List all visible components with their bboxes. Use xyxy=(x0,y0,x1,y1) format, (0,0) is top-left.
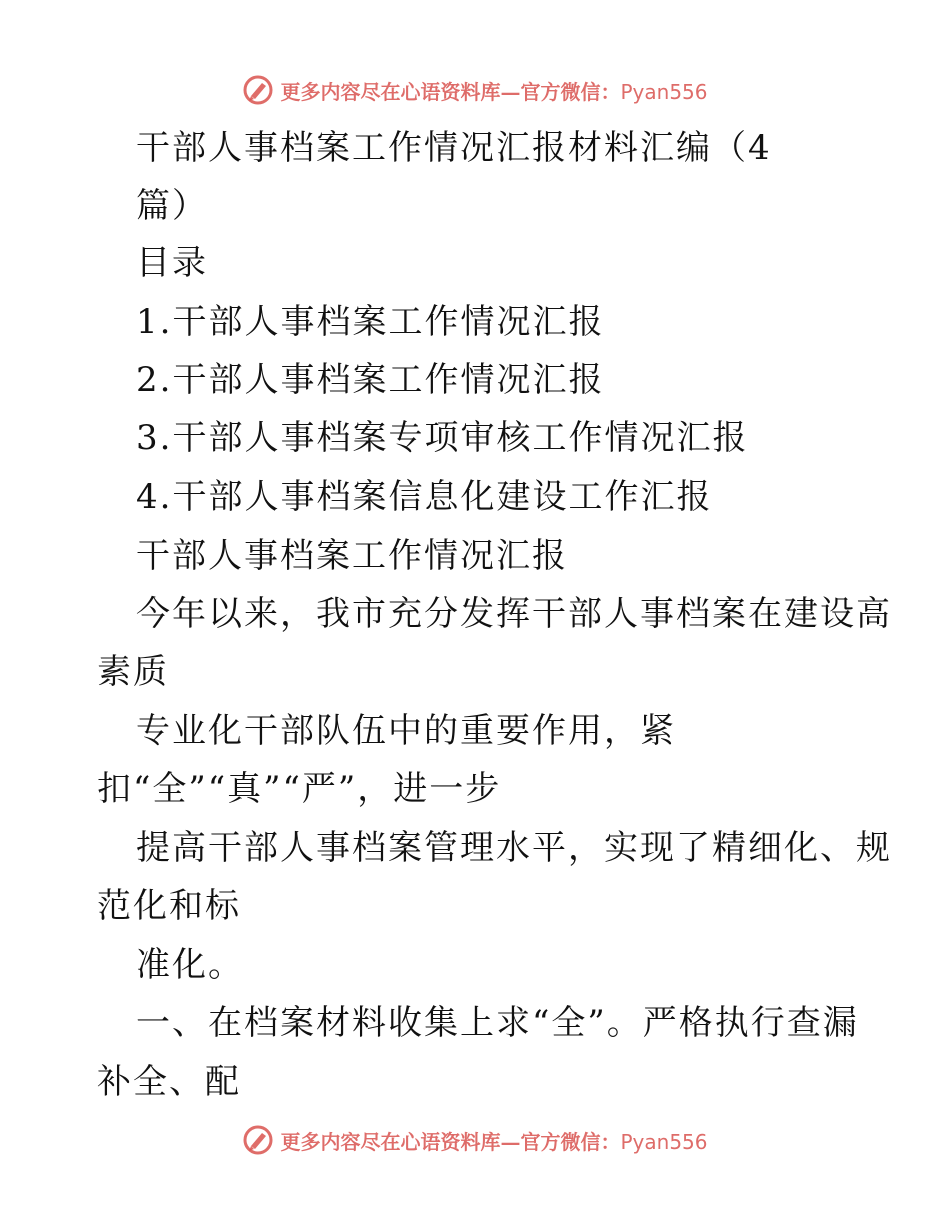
pen-nib-icon xyxy=(242,74,274,106)
watermark-text: 更多内容尽在心语资料库—官方微信：Pyan556 xyxy=(280,1129,708,1154)
document-title-line-2: 篇） xyxy=(136,186,208,226)
body-line: 专业化干部队伍中的重要作用，紧 xyxy=(136,711,676,751)
body-line: 补全、配 xyxy=(97,1062,241,1102)
toc-item: 1.干部人事档案工作情况汇报 xyxy=(136,302,605,342)
toc-item: 4.干部人事档案信息化建设工作汇报 xyxy=(136,477,713,517)
toc-heading: 目录 xyxy=(136,243,208,283)
toc-item: 3.干部人事档案专项审核工作情况汇报 xyxy=(136,418,749,458)
body-line: 素质 xyxy=(97,652,169,692)
body-line: 扣“全”“真”“严”，进一步 xyxy=(97,769,502,809)
pen-nib-icon xyxy=(242,1124,274,1156)
watermark-text: 更多内容尽在心语资料库—官方微信：Pyan556 xyxy=(280,79,708,104)
body-line: 范化和标 xyxy=(97,886,241,926)
document-title-line-1: 干部人事档案工作情况汇报材料汇编（4 xyxy=(136,128,772,168)
toc-item: 2.干部人事档案工作情况汇报 xyxy=(136,360,605,400)
footer-watermark xyxy=(0,1122,950,1158)
section-title: 干部人事档案工作情况汇报 xyxy=(136,536,568,576)
body-line: 今年以来，我市充分发挥干部人事档案在建设高 xyxy=(136,594,892,634)
header-watermark xyxy=(0,72,950,108)
body-line: 提高干部人事档案管理水平，实现了精细化、规 xyxy=(136,828,892,868)
body-line: 一、在档案材料收集上求“全”。严格执行查漏 xyxy=(136,1003,859,1043)
body-line: 准化。 xyxy=(136,945,244,985)
